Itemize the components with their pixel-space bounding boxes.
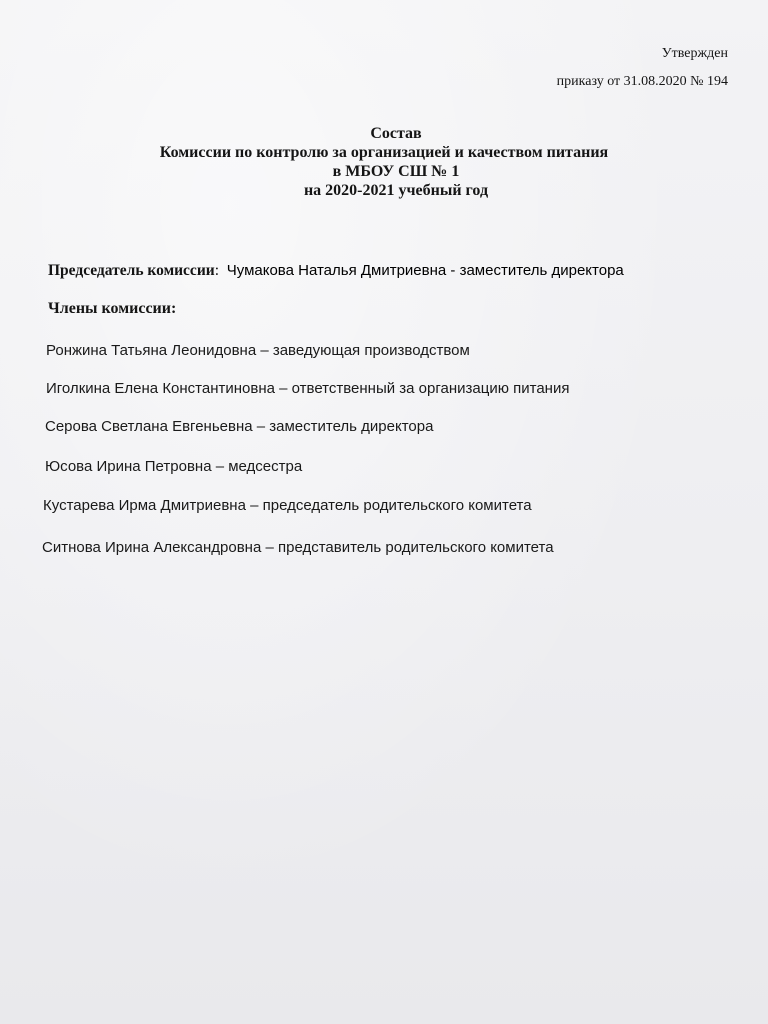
title-line-2: Комиссии по контролю за организацией и качеством питания [159,144,609,161]
chair-label: Председатель комиссии [48,262,215,279]
chair-line [48,262,624,280]
member-item: Ситнова Ирина Александровна – представитель родительского комитета [42,539,554,556]
member-item: Ронжина Татьяна Леонидовна – заведующая производством [46,342,470,359]
member-item: Юсова Ирина Петровна – медсестра [45,458,303,475]
members-heading: Члены комиссии: [48,300,177,317]
order-reference: приказу от 31.08.2020 № 194 [556,74,728,89]
title-line-4: на 2020-2021 учебный год [303,182,489,199]
chair-value: Чумакова Наталья Дмитриевна - заместитель директора [226,262,624,279]
document-title [0,124,768,200]
member-item: Иголкина Елена Константиновна – ответственный за организацию питания [46,380,570,397]
member-item: Кустарева Ирма Дмитриевна – председатель родительского комитета [43,497,532,514]
chair-separator: : [214,262,219,279]
title-line-3: в МБОУ СШ № 1 [332,163,460,180]
title-line-1: Состав [370,125,422,142]
member-item: Серова Светлана Евгеньевна – заместитель директора [45,418,434,435]
approval-label: Утвержден [661,46,728,61]
